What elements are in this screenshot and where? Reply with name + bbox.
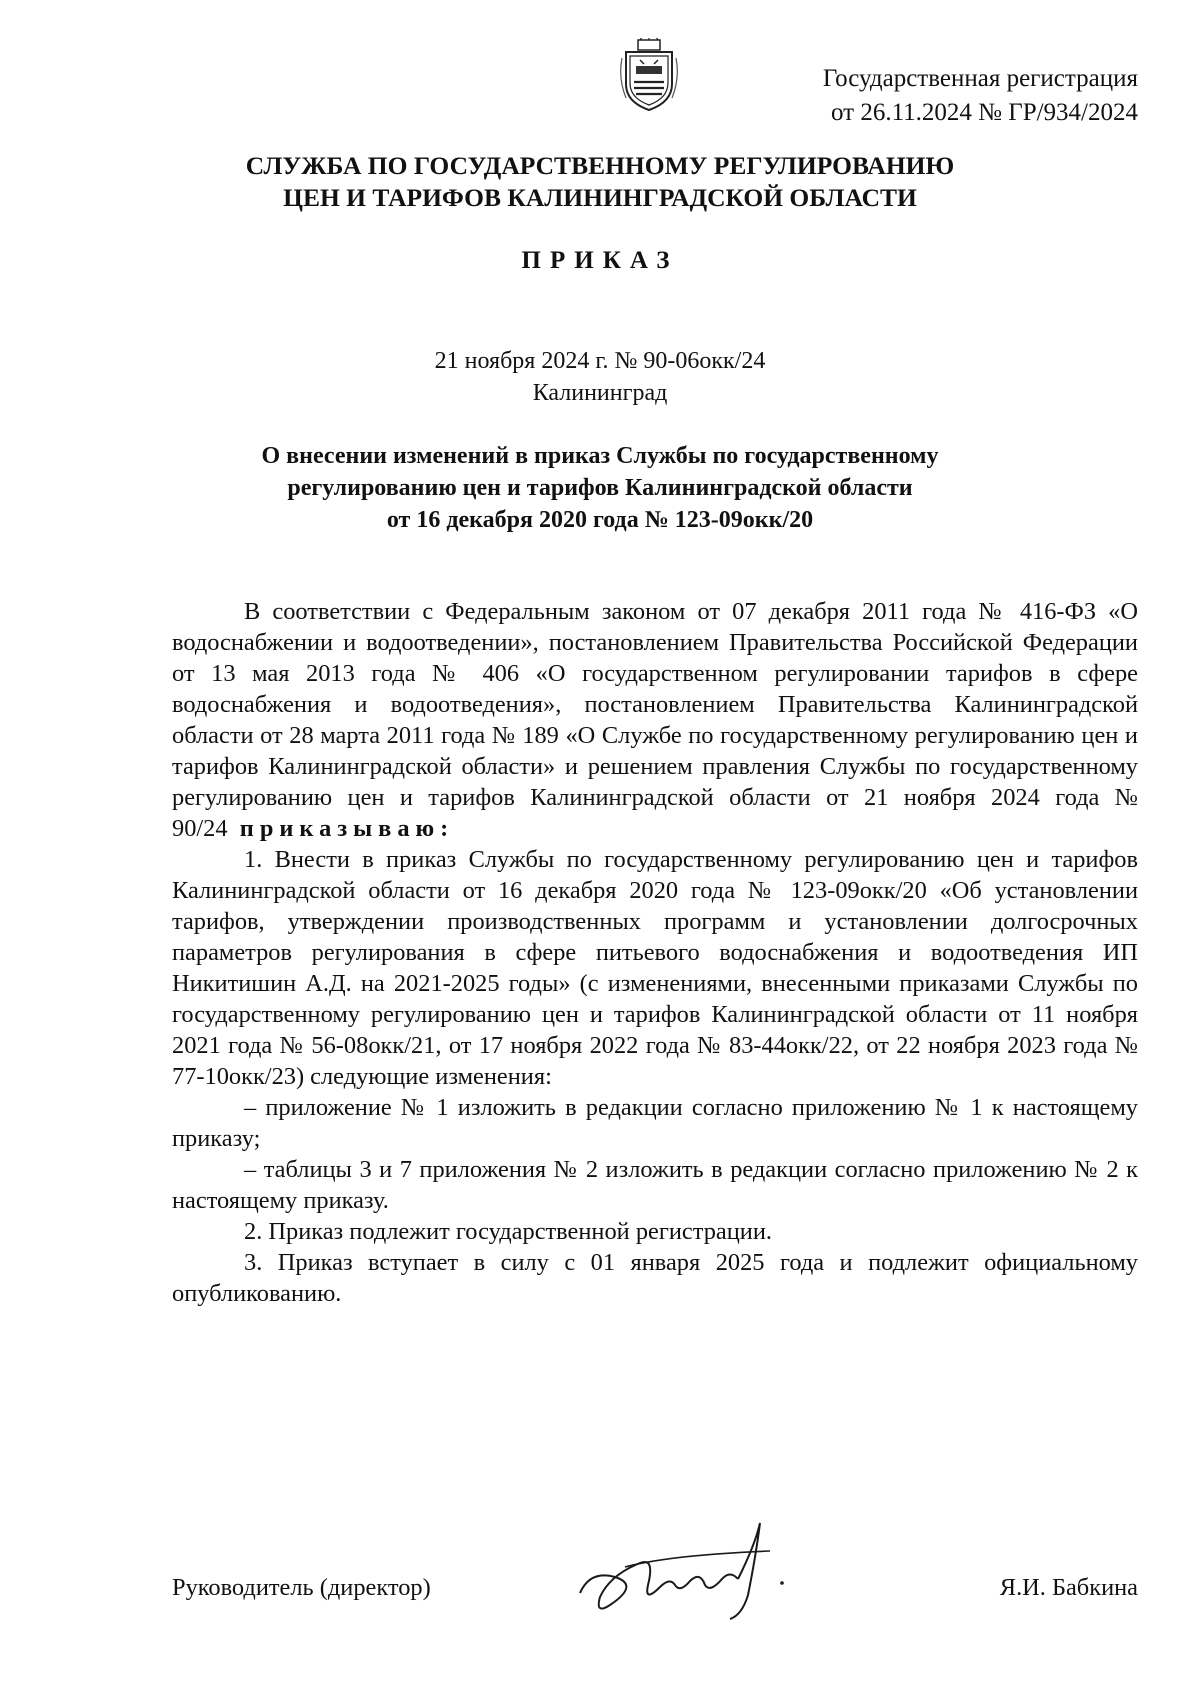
- document-subject: [0, 440, 1200, 536]
- item-paragraph-3: – таблицы 3 и 7 приложения № 2 изложить в редакции согласно приложению № 2 к настоящему приказу.: [172, 1156, 1138, 1214]
- registration-line-2: от 26.11.2024 № ГР/934/2024: [830, 99, 1138, 126]
- subject-line-1: О внесении изменений в приказ Службы по государственному: [261, 443, 939, 469]
- item-paragraph-1: 1. Внести в приказ Службы по государственному регулированию цен и тарифов Калининградской области от 16 декабря 2020 года № 123-09окк/20 «Об установлении тарифов, утверждении производственных программ и установлении долгосрочных параметров регулирования в сфере питьевого водоснабжения и водоотведения ИП Никитишин А.Д. на 2021-2025 годы» (с изменениями, внесенными приказами Службы по государственному регулированию цен и тарифов Калининградской области от 11 ноября 2021 года № 56-08окк/21, от 17 ноября 2022 года № 83-44окк/22, от 22 ноября 2023 года № 77-10окк/23) следующие изменения:: [172, 846, 1138, 1090]
- coat-of-arms-emblem: [618, 38, 680, 112]
- item-paragraph-4: 2. Приказ подлежит государственной регистрации.: [244, 1218, 772, 1245]
- date-and-number-block: [0, 345, 1200, 409]
- registration-line-1: Государственная регистрация: [822, 65, 1138, 92]
- registration-stamp: [823, 62, 1138, 130]
- handwritten-signature: [570, 1515, 810, 1625]
- document-body: [172, 596, 1138, 1309]
- signer-name: Я.И. Бабкина: [999, 1574, 1138, 1601]
- preamble-text: В соответствии с Федеральным законом от 07 декабря 2011 года № 416-ФЗ «О водоснабжении и водоотведении», постановлением Правительства Российской Федерации от 13 мая 2013 года № 406 «О государственном регулировании тарифов в сфере водоснабжения и водоотведения», постановлением Правительства Калининградской области от 28 марта 2011 года № 189 «О Службе по государственному регулированию цен и тарифов Калининградской области» и решением правления Службы по государственному регулированию цен и тарифов Калининградской области от 21 ноября 2024 года № 90/24: [172, 598, 1138, 842]
- city: Калининград: [532, 380, 668, 406]
- document-type: ПРИКАЗ: [521, 247, 679, 274]
- agency-line-2: ЦЕН И ТАРИФОВ КАЛИНИНГРАДСКОЙ ОБЛАСТИ: [283, 183, 917, 212]
- preamble-paragraph: [172, 596, 1138, 844]
- agency-name: [0, 150, 1200, 214]
- item-paragraph-2: – приложение № 1 изложить в редакции согласно приложению № 1 к настоящему приказу;: [172, 1094, 1138, 1152]
- agency-line-1: СЛУЖБА ПО ГОСУДАРСТВЕННОМУ РЕГУЛИРОВАНИЮ: [245, 151, 955, 180]
- order-word: приказываю:: [239, 815, 455, 842]
- subject-line-3: от 16 декабря 2020 года № 123-09окк/20: [386, 507, 814, 533]
- date-number: 21 ноября 2024 г. № 90-06окк/24: [434, 348, 766, 374]
- signer-title: Руководитель (директор): [172, 1574, 431, 1601]
- subject-line-2: регулированию цен и тарифов Калининградской области: [287, 475, 913, 501]
- item-paragraph-5: 3. Приказ вступает в силу с 01 января 2025 года и подлежит официальному опубликованию.: [172, 1249, 1138, 1307]
